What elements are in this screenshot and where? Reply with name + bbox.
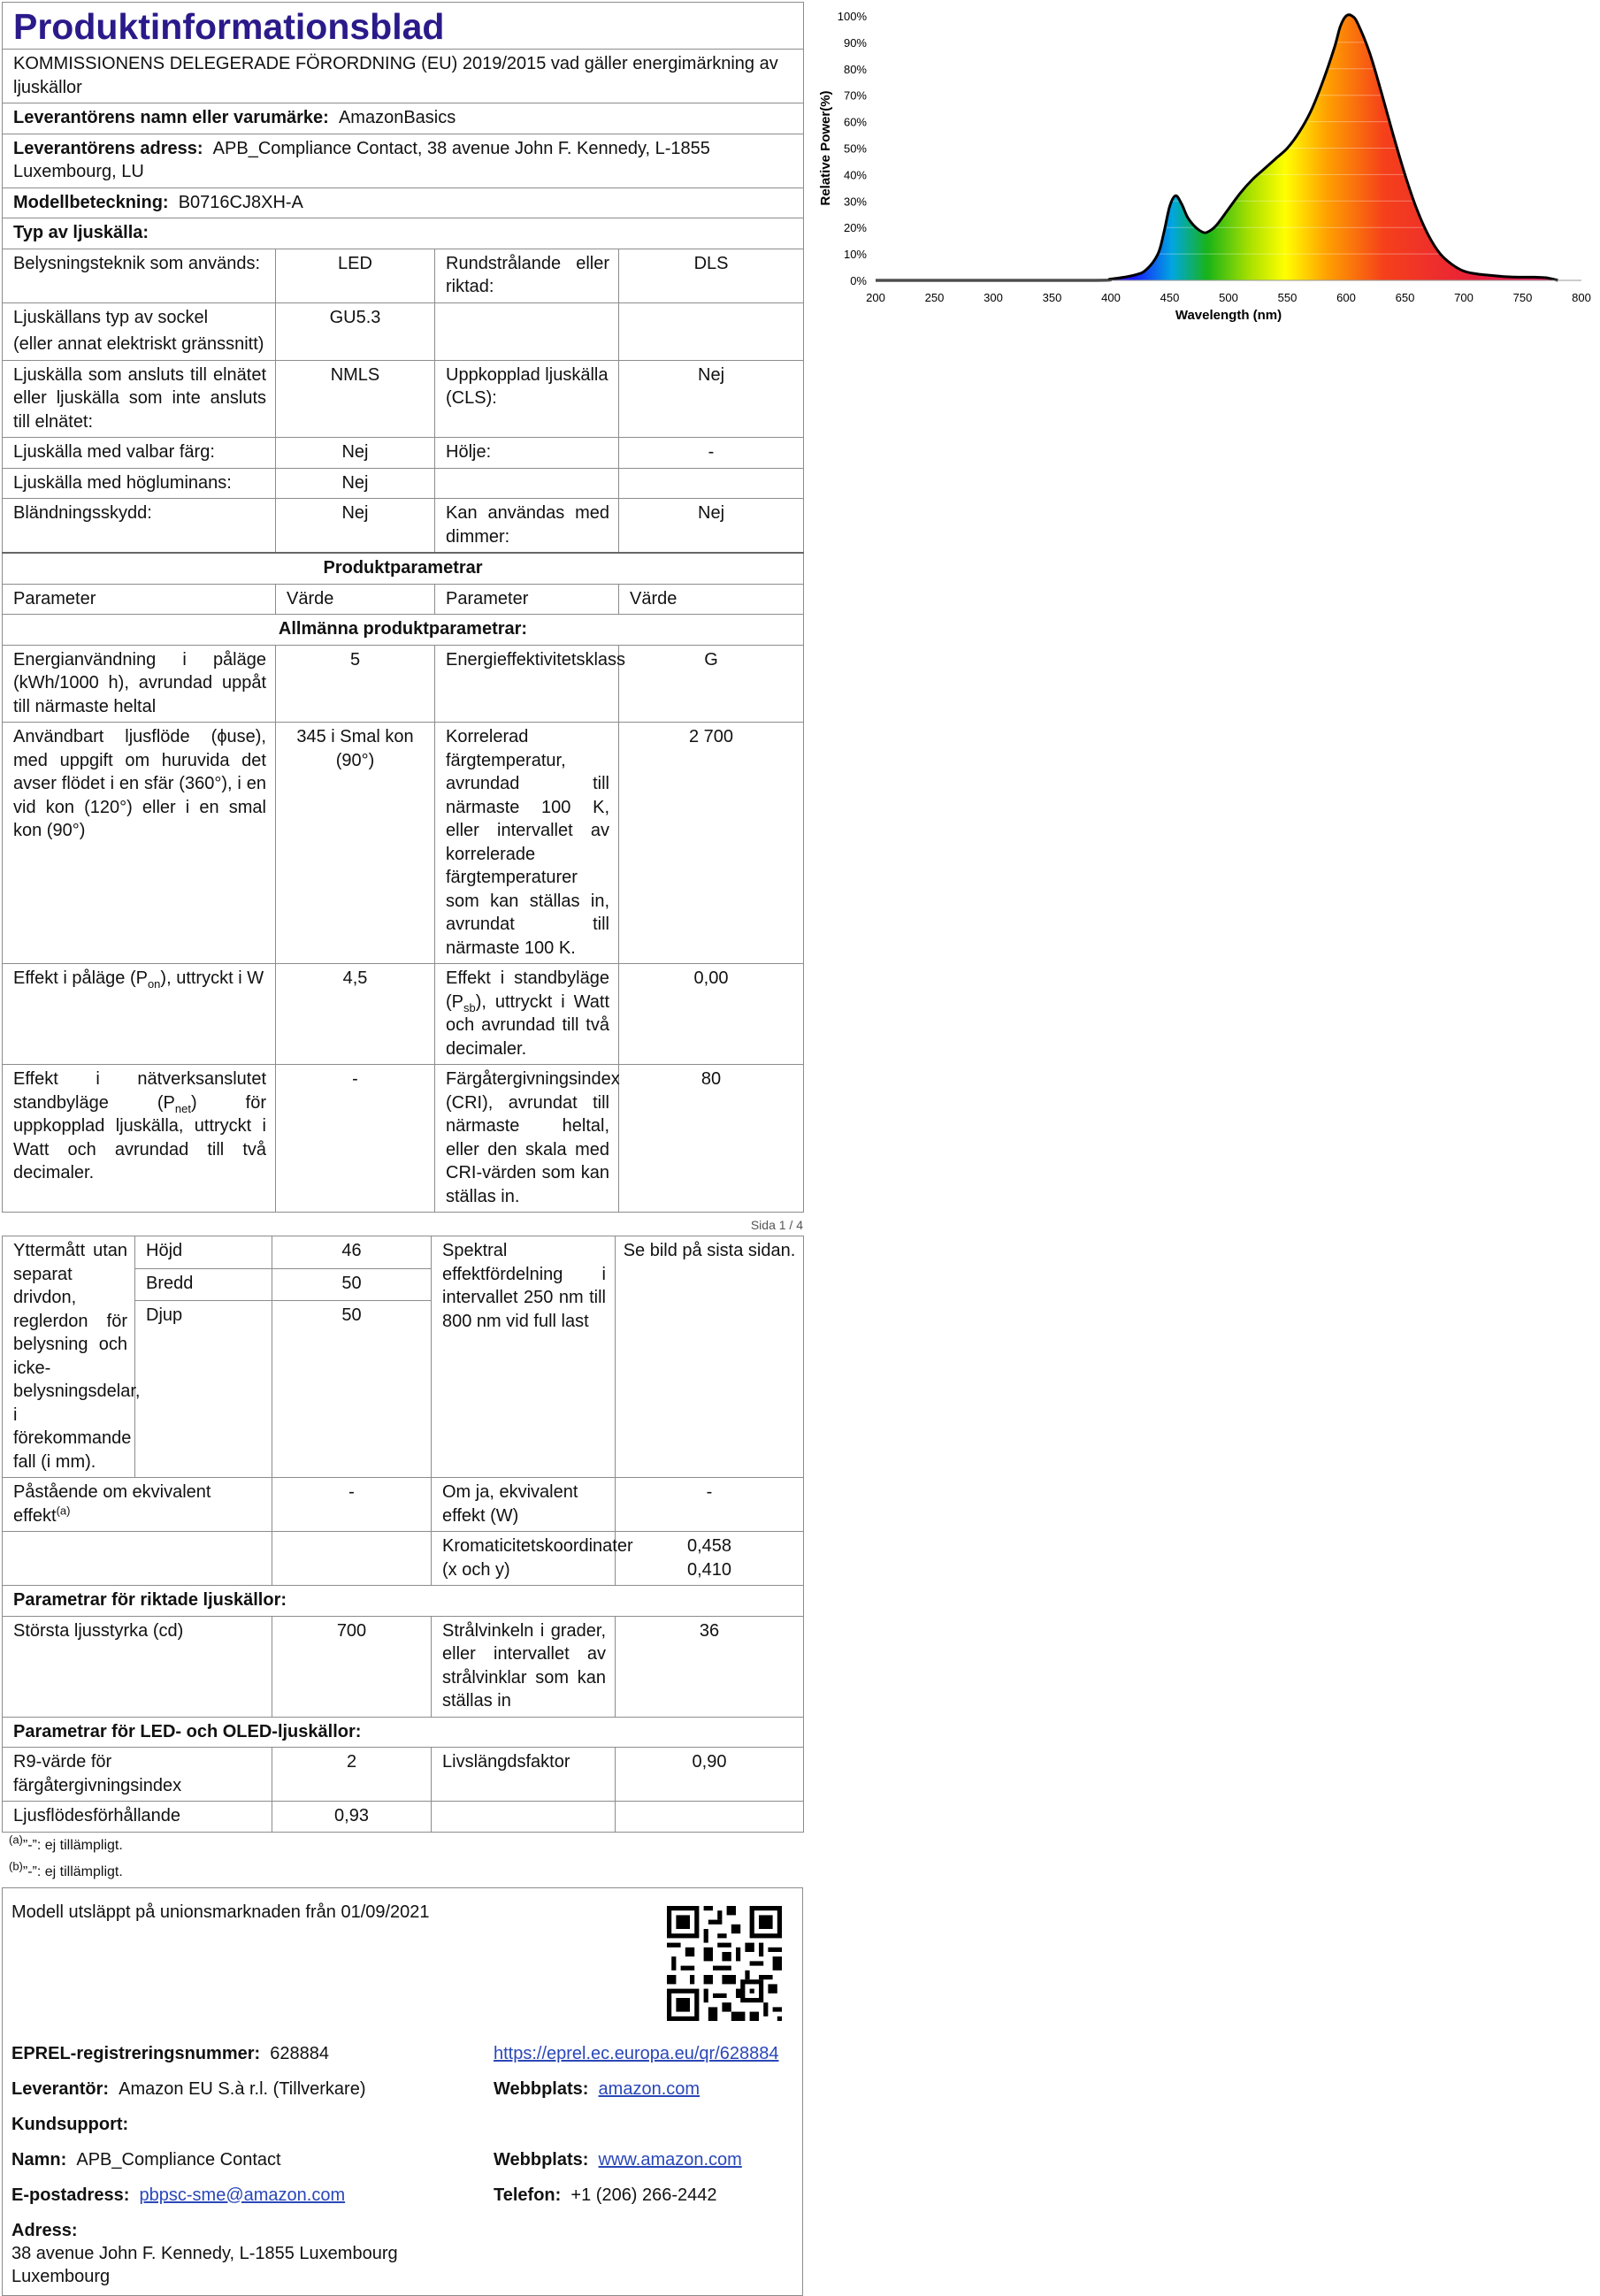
dimmer-label: Kan användas med dimmer: bbox=[435, 499, 619, 554]
address-line-1: 38 avenue John F. Kennedy, L-1855 Luxembourg bbox=[11, 2243, 398, 2263]
y-tick-labels bbox=[838, 10, 868, 287]
phone-value: +1 (206) 266-2442 bbox=[570, 2185, 717, 2205]
empty-cell bbox=[3, 1532, 272, 1586]
empty-cell bbox=[616, 1802, 804, 1833]
x-tick-label: 200 bbox=[866, 291, 885, 304]
x-tick-labels bbox=[866, 291, 1591, 304]
colour-value: Nej bbox=[276, 438, 435, 469]
y-tick-label: 80% bbox=[843, 62, 867, 76]
beam-angle-label: Strålvinkeln i grader, eller intervallet av strålvinklar som kan ställas in bbox=[432, 1616, 616, 1717]
x-tick-label: 750 bbox=[1512, 291, 1533, 304]
footnote-marker: (a) bbox=[9, 1833, 23, 1847]
empty-cell bbox=[432, 1802, 616, 1833]
address-line-2: Luxembourg bbox=[11, 2266, 111, 2286]
cls-label: Uppkopplad ljuskälla (CLS): bbox=[435, 360, 619, 438]
support-website-row bbox=[494, 2148, 742, 2171]
high-luminance-label: Ljuskälla med högluminans: bbox=[3, 468, 276, 499]
cri-value: 80 bbox=[619, 1065, 804, 1213]
page-number: Sida 1 / 4 bbox=[750, 1218, 803, 1232]
supplier-name-row bbox=[3, 103, 804, 134]
qr-code-icon bbox=[667, 1906, 782, 2021]
width-value: 50 bbox=[272, 1268, 432, 1301]
r9-label: R9-värde för färgåtergivningsindex bbox=[3, 1748, 272, 1802]
network-standby-label bbox=[3, 1065, 276, 1213]
tech-label: Belysningsteknik som används: bbox=[3, 249, 276, 302]
energy-label: Energianvändning i påläge (kWh/1000 h), avrundad uppåt till närmaste heltal bbox=[3, 645, 276, 723]
standby-power-label bbox=[435, 964, 619, 1065]
chromaticity-value bbox=[616, 1532, 804, 1586]
lumen-maintenance-value: 0,93 bbox=[272, 1802, 432, 1833]
width-label: Bredd bbox=[135, 1268, 272, 1301]
footnote-text: ”-”: ej tillämpligt. bbox=[22, 1837, 123, 1853]
glare-value: Nej bbox=[276, 499, 435, 554]
x-tick-label: 800 bbox=[1572, 291, 1591, 304]
supplier-footer bbox=[2, 1887, 803, 2296]
model-label: Modellbeteckning: bbox=[13, 192, 169, 212]
standby-power-label-text: Effekt i standbyläge (P bbox=[446, 968, 609, 1012]
equivalent-watt-value: - bbox=[616, 1478, 804, 1532]
email-link[interactable]: pbpsc-sme@amazon.com bbox=[139, 2185, 346, 2205]
peak-intensity-label: Största ljusstyrka (cd) bbox=[3, 1616, 272, 1717]
email-label: E-postadress: bbox=[11, 2185, 130, 2205]
eprel-value: 628884 bbox=[270, 2043, 330, 2063]
empty-cell bbox=[435, 468, 619, 499]
page-title: Produktinformationsblad bbox=[3, 3, 804, 50]
height-value: 46 bbox=[272, 1236, 432, 1269]
spd-label: Spektral effektfördelning i intervallet 250 nm till 800 nm vid full last bbox=[432, 1236, 616, 1478]
depth-value: 50 bbox=[272, 1301, 432, 1478]
on-mode-power-label-text: Effekt i påläge (P bbox=[13, 968, 148, 988]
website-row bbox=[494, 2078, 700, 2101]
chromaticity-label: Kromaticitetskoordinater (x och y) bbox=[432, 1532, 616, 1586]
chromaticity-x: 0,458 bbox=[686, 1536, 732, 1556]
dimensions-table bbox=[2, 1236, 804, 1833]
footnote-marker: (b) bbox=[9, 1859, 23, 1873]
spectrum-chart bbox=[812, 4, 1599, 331]
x-tick-label: 300 bbox=[984, 291, 1003, 304]
network-standby-label-text: Effekt i nätverksanslutet standbyläge (P bbox=[13, 1069, 266, 1113]
support-website-label: Webbplats: bbox=[494, 2149, 589, 2170]
cct-value: 2 700 bbox=[619, 723, 804, 964]
mains-label: Ljuskälla som ansluts till elnätet eller ljuskälla som inte ansluts till elnätet: bbox=[3, 360, 276, 438]
general-params-heading: Allmänna produktparametrar: bbox=[3, 615, 804, 646]
y-tick-label: 100% bbox=[837, 10, 867, 23]
supplier-label: Leverantör: bbox=[11, 2078, 110, 2099]
col-header-value: Värde bbox=[619, 584, 804, 615]
network-standby-label-text: ) för uppkopplad ljuskälla, uttryckt i Watt och avrundad till två decimaler. bbox=[13, 1092, 266, 1182]
chromaticity-y: 0,410 bbox=[686, 1559, 732, 1580]
eprel-link-row bbox=[494, 2042, 778, 2065]
on-mode-power-label-text: ), uttryckt i W bbox=[160, 968, 264, 988]
y-axis-label: Relative Power(%) bbox=[818, 90, 833, 206]
product-params-heading: Produktparametrar bbox=[3, 553, 804, 584]
led-heading: Parametrar för LED- och OLED-ljuskällor: bbox=[3, 1717, 804, 1748]
y-tick-label: 0% bbox=[850, 274, 867, 287]
col-header-parameter: Parameter bbox=[3, 584, 276, 615]
equivalent-claim-label bbox=[3, 1478, 272, 1532]
cap-label bbox=[3, 302, 276, 360]
directional-heading: Parametrar för riktade ljuskällor: bbox=[3, 1586, 804, 1617]
col-header-parameter: Parameter bbox=[435, 584, 619, 615]
model-row bbox=[3, 188, 804, 218]
colour-label: Ljuskälla med valbar färg: bbox=[3, 438, 276, 469]
email-row bbox=[11, 2184, 345, 2207]
website-link[interactable]: amazon.com bbox=[598, 2078, 700, 2099]
x-axis-label: Wavelength (nm) bbox=[1175, 308, 1282, 323]
x-tick-label: 450 bbox=[1160, 291, 1180, 304]
lumen-maintenance-label: Ljusflödesförhållande bbox=[3, 1802, 272, 1833]
equivalent-watt-label: Om ja, ekvivalent effekt (W) bbox=[432, 1478, 616, 1532]
eprel-label: EPREL-registreringsnummer: bbox=[11, 2043, 261, 2063]
envelope-label: Hölje: bbox=[435, 438, 619, 469]
survival-factor-value: 0,90 bbox=[616, 1748, 804, 1802]
empty-cell bbox=[619, 302, 804, 360]
address-label: Adress: bbox=[11, 2220, 78, 2240]
y-tick-label: 60% bbox=[843, 115, 867, 129]
on-mode-power-value: 4,5 bbox=[276, 964, 435, 1065]
empty-cell bbox=[272, 1532, 432, 1586]
supplier-value: Amazon EU S.à r.l. (Tillverkare) bbox=[119, 2078, 366, 2099]
x-tick-label: 500 bbox=[1219, 291, 1238, 304]
tech-value: LED bbox=[276, 249, 435, 302]
spd-value: Se bild på sista sidan. bbox=[616, 1236, 804, 1478]
y-tick-label: 70% bbox=[843, 88, 867, 103]
support-heading: Kundsupport: bbox=[11, 2114, 129, 2134]
website-label: Webbplats: bbox=[494, 2078, 589, 2099]
cap-label-sub: (eller annat elektriskt gränssnitt) bbox=[13, 334, 264, 354]
mains-value: NMLS bbox=[276, 360, 435, 438]
col-header-value: Värde bbox=[276, 584, 435, 615]
model-value: B0716CJ8XH-A bbox=[178, 192, 303, 212]
y-tick-label: 40% bbox=[843, 168, 867, 182]
x-tick-label: 650 bbox=[1395, 291, 1415, 304]
cct-label: Korrelerad färgtemperatur, avrundad till närmaste 100 K, eller intervallet av korrelerade färgtemperaturer som kan ställas in, avrundat till närmaste 100 K. bbox=[435, 723, 619, 964]
empty-cell bbox=[619, 468, 804, 499]
flux-label: Användbart ljusflöde (ϕuse), med uppgift om huruvida det avser flödet i en sfär (360°), i en vid kon (120°) eller i en smal kon (90°) bbox=[3, 723, 276, 964]
depth-label: Djup bbox=[135, 1301, 272, 1478]
supplier-name-label: Leverantörens namn eller varumärke: bbox=[13, 108, 329, 127]
footnote-text: ”-”: ej tillämpligt. bbox=[22, 1864, 123, 1879]
support-name-label: Namn: bbox=[11, 2149, 67, 2170]
x-tick-label: 400 bbox=[1101, 291, 1121, 304]
high-luminance-value: Nej bbox=[276, 468, 435, 499]
release-date-text: Modell utsläppt på unionsmarknaden från 01/09/2021 bbox=[11, 1902, 430, 1922]
support-name-row bbox=[11, 2148, 281, 2171]
regulation-text: KOMMISSIONENS DELEGERADE FÖRORDNING (EU) 2019/2015 vad gäller energimärkning av ljuskällor bbox=[3, 50, 804, 103]
equivalent-claim-text: Påstående om ekvivalent effekt bbox=[13, 1482, 211, 1526]
y-tick-label: 90% bbox=[843, 35, 867, 50]
envelope-value: - bbox=[619, 438, 804, 469]
footnote-a bbox=[2, 1833, 803, 1859]
dimensions-label: Yttermått utan separat drivdon, reglerdon för belysning och icke-belysningsdelar, i förekommande fall (i mm). bbox=[3, 1236, 135, 1478]
flux-value: 345 i Smal kon (90°) bbox=[276, 723, 435, 964]
network-standby-subscript: net bbox=[174, 1101, 191, 1115]
directional-label: Rundstrålande eller riktad: bbox=[435, 249, 619, 302]
footnote-marker: (a) bbox=[56, 1503, 71, 1517]
standby-power-label-text: ), uttryckt i Watt och avrundad till två decimaler. bbox=[446, 991, 609, 1059]
main-table bbox=[2, 2, 804, 1213]
height-label: Höjd bbox=[135, 1236, 272, 1269]
product-information-sheet bbox=[2, 2, 803, 2296]
equivalent-claim-value: - bbox=[272, 1478, 432, 1532]
x-tick-label: 250 bbox=[924, 291, 945, 304]
on-mode-power-subscript: on bbox=[147, 977, 161, 991]
y-tick-label: 50% bbox=[843, 142, 867, 156]
y-tick-label: 10% bbox=[843, 248, 867, 262]
y-tick-label: 30% bbox=[843, 195, 867, 209]
y-tick-label: 20% bbox=[843, 221, 867, 235]
supplier-address-label: Leverantörens adress: bbox=[13, 138, 203, 158]
eprel-link[interactable]: https://eprel.ec.europa.eu/qr/628884 bbox=[494, 2043, 779, 2063]
supplier-row bbox=[11, 2078, 365, 2101]
cls-value: Nej bbox=[619, 360, 804, 438]
directional-value: DLS bbox=[619, 249, 804, 302]
empty-cell bbox=[435, 302, 619, 360]
beam-angle-value: 36 bbox=[616, 1616, 804, 1717]
cri-label: Färgåtergivningsindex (CRI), avrundat till närmaste heltal, eller den skala med CRI-värden som kan ställas in. bbox=[435, 1065, 619, 1213]
dimmer-value: Nej bbox=[619, 499, 804, 554]
footnote-b bbox=[2, 1859, 803, 1886]
x-tick-label: 700 bbox=[1454, 291, 1474, 304]
x-tick-label: 600 bbox=[1336, 291, 1356, 304]
type-heading: Typ av ljuskälla: bbox=[3, 218, 804, 249]
phone-label: Telefon: bbox=[494, 2185, 562, 2205]
eprel-row bbox=[11, 2042, 329, 2065]
glare-label: Bländningsskydd: bbox=[3, 499, 276, 554]
r9-value: 2 bbox=[272, 1748, 432, 1802]
standby-power-value: 0,00 bbox=[619, 964, 804, 1065]
efficiency-class-value: G bbox=[619, 645, 804, 723]
supplier-address-row bbox=[3, 134, 804, 188]
cap-value: GU5.3 bbox=[276, 302, 435, 360]
network-standby-value: - bbox=[276, 1065, 435, 1213]
phone-row bbox=[494, 2184, 717, 2207]
support-name-value: APB_Compliance Contact bbox=[76, 2149, 281, 2170]
energy-value: 5 bbox=[276, 645, 435, 723]
cap-label-main: Ljuskällans typ av sockel bbox=[13, 307, 209, 327]
peak-intensity-value: 700 bbox=[272, 1616, 432, 1717]
standby-power-subscript: sb bbox=[463, 1000, 476, 1014]
on-mode-power-label bbox=[3, 964, 276, 1065]
x-tick-label: 550 bbox=[1277, 291, 1298, 304]
support-website-link[interactable]: www.amazon.com bbox=[598, 2149, 742, 2170]
survival-factor-label: Livslängdsfaktor bbox=[432, 1748, 616, 1802]
x-tick-label: 350 bbox=[1042, 291, 1062, 304]
efficiency-class-label: Energieffektivitetsklass bbox=[435, 645, 619, 723]
supplier-name-value: AmazonBasics bbox=[338, 108, 456, 127]
supplier-address-value: APB_Compliance Contact, 38 avenue John F. Kennedy, L-1855 Luxembourg, LU bbox=[13, 138, 710, 181]
